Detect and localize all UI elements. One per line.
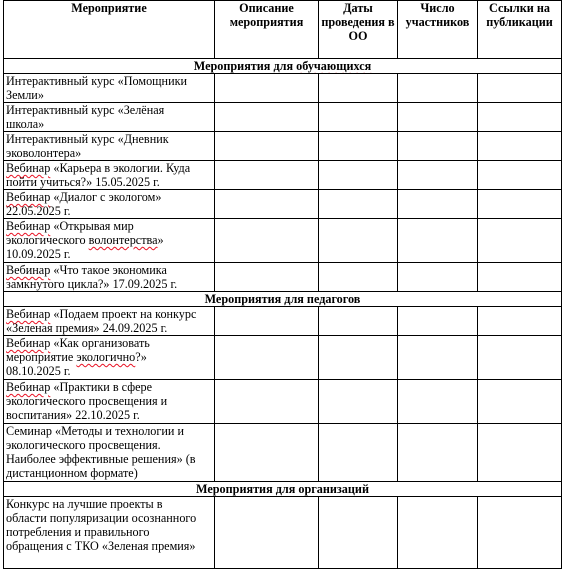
links-cell[interactable] <box>478 336 562 380</box>
links-cell[interactable] <box>478 103 562 132</box>
spellcheck-text: Вебинар <box>6 307 51 321</box>
table-row <box>4 219 562 263</box>
header-participants: Число участников <box>398 1 478 59</box>
event-cell <box>4 103 215 132</box>
text-run: экологического <box>6 233 89 247</box>
section-title <box>4 59 562 74</box>
participants-cell[interactable] <box>398 380 478 424</box>
spellcheck-text: обучающихся <box>296 59 372 73</box>
table-body <box>4 59 562 569</box>
dates-cell[interactable] <box>319 336 398 380</box>
participants-cell[interactable] <box>398 103 478 132</box>
description-cell[interactable] <box>215 263 319 292</box>
spellcheck-text: экологично <box>76 350 136 364</box>
dates-cell[interactable] <box>319 497 398 569</box>
section-row <box>4 59 562 74</box>
participants-cell[interactable] <box>398 132 478 161</box>
participants-cell[interactable] <box>398 263 478 292</box>
text-run: потребления и правильного <box>6 525 150 539</box>
description-cell[interactable] <box>215 336 319 380</box>
section-row <box>4 292 562 307</box>
links-cell[interactable] <box>478 161 562 190</box>
spellcheck-text: Вебинар <box>6 380 51 394</box>
table-row <box>4 190 562 219</box>
dates-cell[interactable] <box>319 219 398 263</box>
spellcheck-text: Вебинар <box>6 336 51 350</box>
text-run: Мероприятия для организаций <box>196 482 369 496</box>
description-cell[interactable] <box>215 497 319 569</box>
text-run: «Что такое экономика <box>50 263 167 277</box>
events-table <box>3 0 562 569</box>
event-cell <box>4 132 215 161</box>
table-row <box>4 497 562 569</box>
links-cell[interactable] <box>478 263 562 292</box>
description-cell[interactable] <box>215 103 319 132</box>
section-title <box>4 292 562 307</box>
event-cell <box>4 74 215 103</box>
header-event: Мероприятие <box>4 1 215 59</box>
table-row <box>4 161 562 190</box>
text-run: «Диалог с экологом» <box>50 190 162 204</box>
links-cell[interactable] <box>478 380 562 424</box>
links-cell[interactable] <box>478 219 562 263</box>
text-run: » <box>75 146 82 160</box>
header-links: Ссылки на публикации <box>478 1 562 59</box>
text-run: «Зеленая премия» 24.09.2025 г. <box>6 321 168 335</box>
text-run: 10.09.2025 г. <box>6 247 71 261</box>
description-cell[interactable] <box>215 132 319 161</box>
dates-cell[interactable] <box>319 380 398 424</box>
description-cell[interactable] <box>215 307 319 336</box>
text-run: Наиболее эффективные решения» (в <box>6 452 196 466</box>
spellcheck-text: Вебинар <box>6 219 51 233</box>
section-row <box>4 482 562 497</box>
text-run: области популяризации осознанного <box>6 511 197 525</box>
text-run: Мероприятия для <box>193 59 297 73</box>
text-run: пойти учиться?» 15.05.2025 г. <box>6 175 160 189</box>
table-row <box>4 424 562 482</box>
dates-cell[interactable] <box>319 103 398 132</box>
description-cell[interactable] <box>215 380 319 424</box>
text-run: Интерактивный курс «Помощники <box>6 74 188 88</box>
header-dates: Даты проведения в ОО <box>319 1 398 59</box>
description-cell[interactable] <box>215 219 319 263</box>
participants-cell[interactable] <box>398 161 478 190</box>
links-cell[interactable] <box>478 74 562 103</box>
participants-cell[interactable] <box>398 219 478 263</box>
table-row <box>4 307 562 336</box>
links-cell[interactable] <box>478 190 562 219</box>
header-row <box>4 1 562 59</box>
participants-cell[interactable] <box>398 497 478 569</box>
dates-cell[interactable] <box>319 132 398 161</box>
description-cell[interactable] <box>215 424 319 482</box>
text-run: «Как организовать <box>50 336 150 350</box>
dates-cell[interactable] <box>319 190 398 219</box>
event-cell <box>4 190 215 219</box>
text-run: дистанционном формате) <box>6 466 138 480</box>
text-run: обращения с ТКО «Зеленая премия» <box>6 539 196 553</box>
section-title <box>4 482 562 497</box>
participants-cell[interactable] <box>398 307 478 336</box>
table-row <box>4 380 562 424</box>
text-run: ?» <box>135 350 147 364</box>
participants-cell[interactable] <box>398 336 478 380</box>
event-cell <box>4 336 215 380</box>
dates-cell[interactable] <box>319 424 398 482</box>
event-cell <box>4 424 215 482</box>
participants-cell[interactable] <box>398 74 478 103</box>
description-cell[interactable] <box>215 161 319 190</box>
event-cell <box>4 161 215 190</box>
text-run: экологического просвещения. <box>6 438 161 452</box>
text-run: замкнутого цикла?» 17.09.2025 г. <box>6 277 178 291</box>
text-run: » <box>157 233 164 247</box>
text-run: Семинар «Методы и технологии и <box>6 424 184 438</box>
text-run: мероприятие <box>6 350 77 364</box>
table-row <box>4 263 562 292</box>
text-run: «Подаем проект на конкурс <box>50 307 197 321</box>
spellcheck-text: Вебинар <box>6 190 51 204</box>
spellcheck-text: Вебинар <box>6 263 51 277</box>
table-row <box>4 103 562 132</box>
event-cell <box>4 307 215 336</box>
text-run: Интерактивный курс «Дневник <box>6 132 169 146</box>
dates-cell[interactable] <box>319 307 398 336</box>
participants-cell[interactable] <box>398 190 478 219</box>
dates-cell[interactable] <box>319 161 398 190</box>
spellcheck-text: Вебинар <box>6 161 51 175</box>
dates-cell[interactable] <box>319 74 398 103</box>
links-cell[interactable] <box>478 132 562 161</box>
links-cell[interactable] <box>478 307 562 336</box>
text-run: воспитания» 22.10.2025 г. <box>6 408 140 422</box>
text-run: «Карьера в экологии. Куда <box>50 161 191 175</box>
event-cell <box>4 263 215 292</box>
text-run: экологического просвещения и <box>6 394 168 408</box>
text-run: Мероприятия для педагогов <box>204 292 361 306</box>
text-run: Земли» <box>6 88 44 102</box>
text-run: «Практики в сфере <box>50 380 153 394</box>
spellcheck-text: волонтерства <box>88 233 158 247</box>
event-cell <box>4 497 215 569</box>
links-cell[interactable] <box>478 424 562 482</box>
dates-cell[interactable] <box>319 263 398 292</box>
table-row <box>4 132 562 161</box>
event-cell <box>4 380 215 424</box>
text-run: Конкурс на лучшие проекты в <box>6 497 163 511</box>
text-run: школа» <box>6 117 45 131</box>
links-cell[interactable] <box>478 497 562 569</box>
text-run: 08.10.2025 г. <box>6 364 71 378</box>
text-run: «Открывая мир <box>50 219 134 233</box>
participants-cell[interactable] <box>398 424 478 482</box>
spellcheck-text: эковолонтера <box>6 146 76 160</box>
table-row <box>4 336 562 380</box>
table-row <box>4 74 562 103</box>
description-cell[interactable] <box>215 74 319 103</box>
header-description: Описание мероприятия <box>215 1 319 59</box>
text-run: Интерактивный курс «Зелёная <box>6 103 165 117</box>
text-run: 22.05.2025 г. <box>6 204 71 218</box>
description-cell[interactable] <box>215 190 319 219</box>
event-cell <box>4 219 215 263</box>
